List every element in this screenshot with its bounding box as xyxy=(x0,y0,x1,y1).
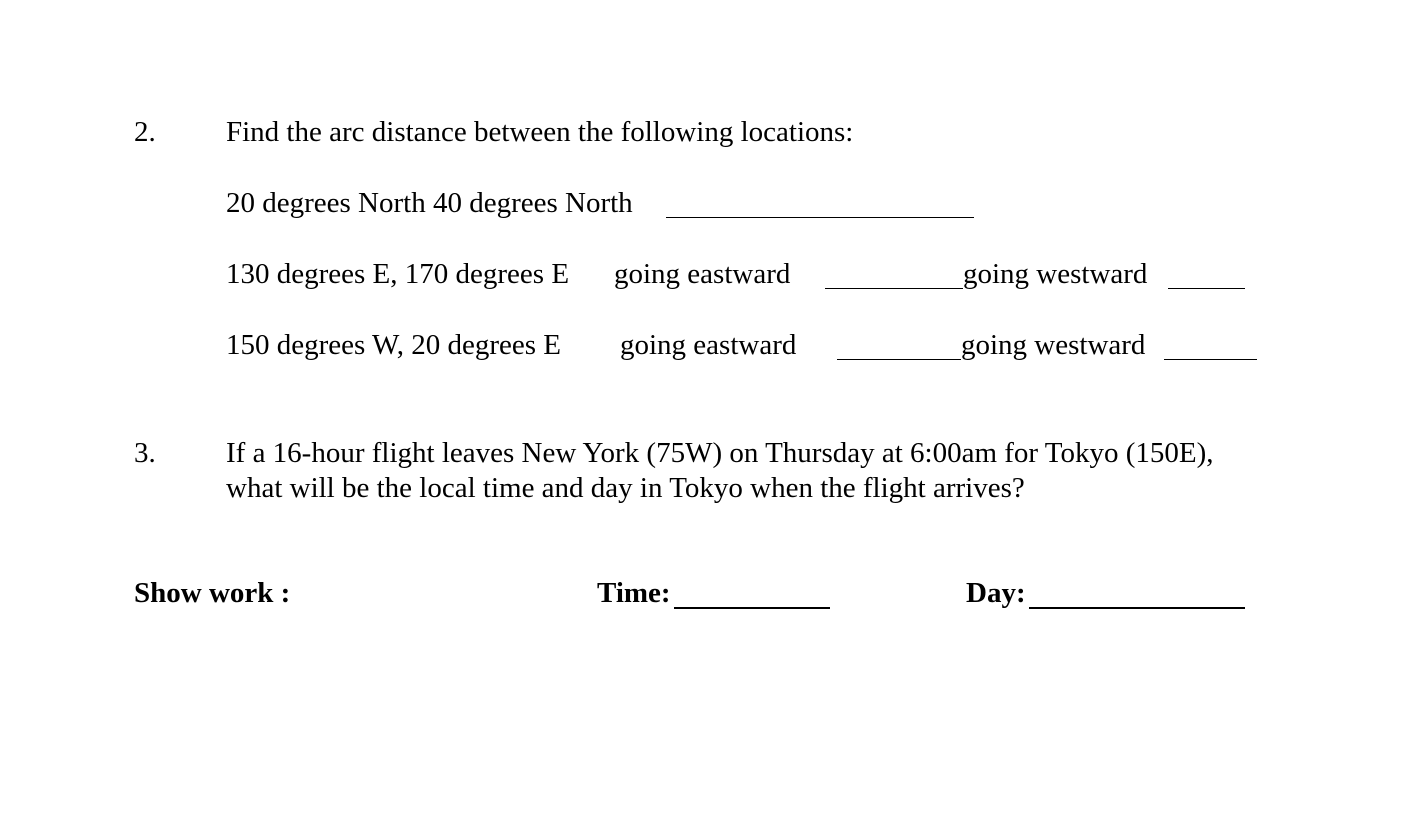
longitude-pair-1-eastward-label: going eastward xyxy=(614,258,791,290)
show-work-label: Show work : xyxy=(134,577,291,609)
day-answer-blank[interactable] xyxy=(1029,607,1245,609)
time-label: Time: xyxy=(597,577,671,609)
longitude-pair-1-westward-blank[interactable] xyxy=(1168,288,1245,289)
longitude-pair-2-text: 150 degrees W, 20 degrees E xyxy=(226,329,562,361)
latitude-answer-blank[interactable] xyxy=(666,217,974,218)
question-3-prompt-line-2: what will be the local time and day in Tokyo when the flight arrives? xyxy=(226,472,1025,504)
longitude-pair-1-text: 130 degrees E, 170 degrees E xyxy=(226,258,570,290)
longitude-pair-1-westward-label: going westward xyxy=(963,258,1148,290)
question-3-number: 3. xyxy=(134,437,156,469)
longitude-pair-2-eastward-blank[interactable] xyxy=(837,359,961,360)
latitude-pair-text: 20 degrees North 40 degrees North xyxy=(226,187,633,219)
longitude-pair-2-westward-blank[interactable] xyxy=(1164,359,1257,360)
question-3-prompt-line-1: If a 16-hour flight leaves New York (75W) on Thursday at 6:00am for Tokyo (150E), xyxy=(226,437,1214,469)
longitude-pair-1-eastward-blank[interactable] xyxy=(825,288,963,289)
question-2-prompt: Find the arc distance between the following locations: xyxy=(226,116,854,148)
longitude-pair-2-westward-label: going westward xyxy=(961,329,1146,361)
time-answer-blank[interactable] xyxy=(674,607,830,609)
longitude-pair-2-eastward-label: going eastward xyxy=(620,329,797,361)
day-label: Day: xyxy=(966,577,1026,609)
question-2-number: 2. xyxy=(134,116,156,148)
